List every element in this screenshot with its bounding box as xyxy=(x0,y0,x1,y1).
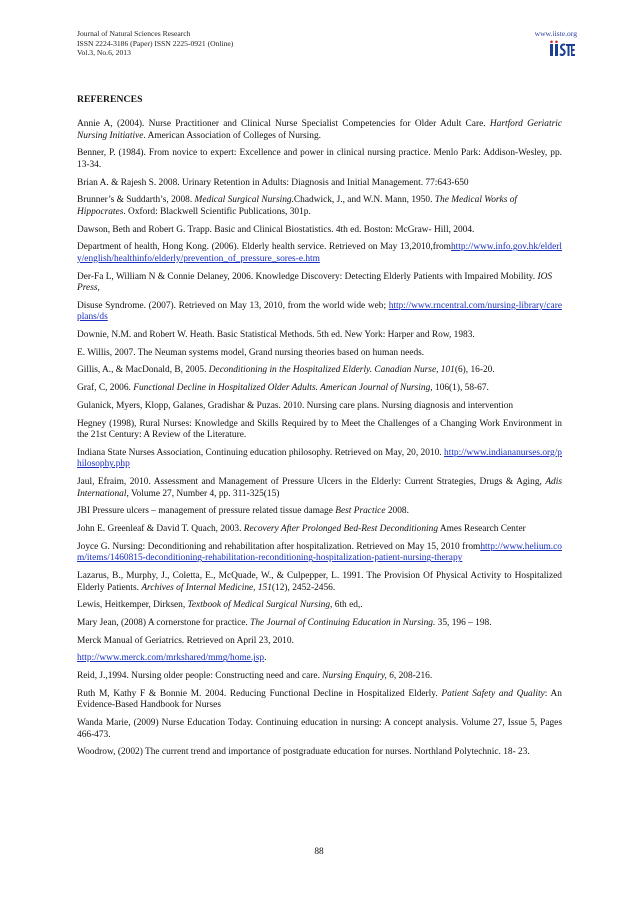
reference-entry xyxy=(77,524,562,536)
references-heading: REFERENCES xyxy=(77,94,143,105)
reference-text: 106(1), 58-67. xyxy=(432,383,489,394)
reference-entry xyxy=(77,506,562,518)
reference-link[interactable]: http://www.rncentral.com/nursing-library/careplans/ds xyxy=(77,300,562,323)
journal-issn: ISSN 2224-3186 (Paper) ISSN 2225-0921 (Online) xyxy=(77,38,234,48)
reference-text: Department of health, Hong Kong. (2006). Elderly health service. Retrieved on May 13,2010,from xyxy=(77,242,451,253)
reference-text: Chadwick, J., and W.N. Mann, 1950. xyxy=(293,195,435,206)
reference-italic-text: The Medical Works of Hippocrates xyxy=(77,195,518,217)
reference-text: . Oxford: Blackwell Scientific Publications, 301p. xyxy=(123,206,311,217)
reference-italic-text: Adis International xyxy=(77,477,562,499)
reference-text: Benner, P. (1984). From novice to expert: Excellence and power in clinical nursing practice. Menlo Park: Addison-Wesley, pp. 13-34. xyxy=(77,148,562,170)
reference-link[interactable]: http://www.helium.com/items/1460815-deconditioning-rehabilitation-reconditioning-hospitalization-patient-nursing-therapy xyxy=(77,541,562,564)
reference-entry xyxy=(77,636,562,648)
reference-italic-text: Best Practice xyxy=(335,506,386,517)
reference-italic-text: Archives of Internal Medicine, 151 xyxy=(141,582,272,593)
reference-entry xyxy=(77,671,562,683)
reference-entry xyxy=(77,348,562,360)
reference-text: (12), 2452-2456. xyxy=(271,582,336,593)
reference-italic-text: Functional Decline in Hospitalized Older Adults. American Journal of Nursing, xyxy=(133,383,433,394)
reference-text: Ames Research Center xyxy=(438,524,526,535)
reference-text: Brian A. & Rajesh S. 2008. Urinary Retention in Adults: Diagnosis and Initial Management. 77:643-650 xyxy=(77,177,469,188)
reference-text: 2008. xyxy=(385,506,409,517)
iiste-logo-icon xyxy=(549,40,575,57)
reference-italic-text: Nursing Enquiry, 6 xyxy=(322,671,394,682)
reference-text: Mary Jean, (2008) A cornerstone for practice. xyxy=(77,617,251,628)
reference-entry xyxy=(77,225,562,237)
reference-link[interactable]: http://www.merck.com/mrkshared/mmg/home.jsp xyxy=(77,653,265,664)
reference-italic-text: The Journal of Continuing Education in Nursing. xyxy=(250,617,436,628)
reference-text: Reid, J.,1994. Nursing older people: Constructing need and care. xyxy=(77,671,323,682)
reference-text: . American Association of Colleges of Nursing. xyxy=(143,130,321,141)
reference-link[interactable]: http://www.info.gov.hk/elderly/english/healthinfo/elderly/prevention_of_pressure_sores-e.htm xyxy=(77,242,562,264)
reference-text: Disuse Syndrome. (2007). Retrieved on May 13, 2010, from the world wide web; xyxy=(77,300,389,311)
reference-text: , 208-216. xyxy=(393,671,433,682)
reference-entry xyxy=(77,542,562,565)
reference-italic-text: Medical Surgical Nursing. xyxy=(194,195,294,206)
reference-italic-text: Textbook of Medical Surgical Nursing, xyxy=(187,600,333,611)
reference-entry xyxy=(77,448,562,471)
page-header xyxy=(77,29,577,58)
reference-text: JBI Pressure ulcers – management of pressure related tissue damage xyxy=(77,506,336,517)
reference-entry xyxy=(77,195,562,218)
journal-name: Journal of Natural Sciences Research xyxy=(77,29,191,38)
reference-entry xyxy=(77,618,562,630)
reference-entry xyxy=(77,383,562,395)
reference-entry xyxy=(77,119,562,142)
reference-italic-text: Deconditioning in the Hospitalized Elderly. Canadian Nurse, 101 xyxy=(208,365,455,376)
reference-italic-text: IOS Press, xyxy=(77,271,553,294)
reference-text: Gulanick, Myers, Klopp, Galanes, Gradishar & Puzas. 2010. Nursing care plans. Nursing diagnosis and intervention xyxy=(77,400,514,411)
reference-text: Indiana State Nurses Association, Continuing education philosophy. Retrieved on May, 20, 2010. xyxy=(77,447,445,458)
reference-entry xyxy=(77,571,562,594)
reference-entry xyxy=(77,419,562,442)
reference-text: Der-Fa L, William N & Connie Delaney, 2006. Knowledge Discovery: Detecting Elderly Patients with Impaired Mobility. xyxy=(77,271,538,282)
page-number: 88 xyxy=(314,847,324,857)
reference-entry xyxy=(77,689,562,712)
reference-text: , Volume 27, Number 4, pp. 311-325(15) xyxy=(126,488,280,499)
reference-entry xyxy=(77,747,562,759)
reference-text: Downie, N.M. and Robert W. Heath. Basic Statistical Methods. 5th ed. New York: Harper and Row, 1983. xyxy=(77,330,475,341)
reference-text: Merck Manual of Geriatrics. Retrieved on April 23, 2010. xyxy=(77,635,294,646)
reference-entry xyxy=(77,272,562,295)
reference-text: Hegney (1998), Rural Nurses: Knowledge and Skills Required by to Meet the Challenges of a Changing Work Environment in the 21st Century: A Review of the Literature. xyxy=(77,418,562,441)
reference-text: 35, 196 – 198. xyxy=(435,617,492,628)
reference-text: : An Evidence-Based Handbook for Nurses xyxy=(77,688,562,711)
reference-text: Graf, C, 2006. xyxy=(77,383,134,394)
reference-entry xyxy=(77,242,562,265)
reference-text: . xyxy=(264,653,267,664)
reference-text: Wanda Marie, (2009) Nurse Education Today. Continuing education in nursing: A concept analysis. Volume 27, Issue 5, Pages 466-473. xyxy=(77,718,562,740)
reference-entry xyxy=(77,301,562,324)
reference-italic-text: Hartford Geriatric Nursing Initiative xyxy=(77,119,562,141)
journal-volume: Vol.3, No.6, 2013 xyxy=(77,48,131,58)
reference-italic-text: Patient Safety and Quality xyxy=(441,688,545,699)
reference-text: Woodrow, (2002) The current trend and importance of postgraduate education for nurses. Northland Polytechnic. 18- 23. xyxy=(77,747,530,758)
reference-text: (6), 16-20. xyxy=(454,365,495,376)
reference-text: 6th ed,. xyxy=(332,600,363,611)
reference-entry xyxy=(77,401,562,413)
reference-text: Lazarus, B., Murphy, J., Coletta, E., McQuade, W., & Culpepper, L. 1991. The Provision Of Physical Activity to Hospitalized Elderly Patients. xyxy=(77,571,562,593)
reference-text: Ruth M, Kathy F & Bonnie M. 2004. Reducing Functional Decline in Hospitalized Elderly. xyxy=(77,688,442,699)
reference-entry xyxy=(77,653,562,665)
reference-text: Brunner’s & Suddarth’s, 2008. xyxy=(77,195,195,206)
reference-entry xyxy=(77,330,562,342)
reference-italic-text: Recovery After Prolonged Bed-Rest Deconditioning xyxy=(243,524,439,535)
reference-entry xyxy=(77,718,562,741)
reference-text: E. Willis, 2007. The Neuman systems model, Grand nursing theories based on human needs. xyxy=(77,347,425,358)
reference-text: Gillis, A., & MacDonald, B, 2005. xyxy=(77,365,209,376)
reference-text: Joyce G. Nursing: Deconditioning and rehabilitation after hospitalization. Retrieved on May 15, 2010 from xyxy=(77,541,481,552)
reference-list xyxy=(77,119,562,765)
reference-entry xyxy=(77,600,562,612)
reference-text: Annie A, (2004). Nurse Practitioner and Clinical Nurse Specialist Competencies for Older Adult Care. xyxy=(77,119,490,129)
reference-text: Lewis, Heitkemper, Dirksen, xyxy=(77,600,188,611)
reference-text: Jaul, Efraim, 2010. Assessment and Management of Pressure Ulcers in the Elderly: Current Strategies, Drugs & Aging, xyxy=(77,477,546,488)
reference-text: John E. Greenleaf & David T. Quach, 2003. xyxy=(77,524,244,535)
reference-text: Dawson, Beth and Robert G. Trapp. Basic and Clinical Biostatistics. 4th ed. Boston: McGraw- Hill, 2004. xyxy=(77,224,475,235)
reference-entry xyxy=(77,178,562,190)
journal-url-link[interactable]: www.iiste.org xyxy=(534,29,577,38)
reference-link[interactable]: http://www.indiananurses.org/philosophy.php xyxy=(77,447,562,470)
reference-entry xyxy=(77,477,562,500)
reference-entry xyxy=(77,365,562,377)
reference-entry xyxy=(77,148,562,171)
